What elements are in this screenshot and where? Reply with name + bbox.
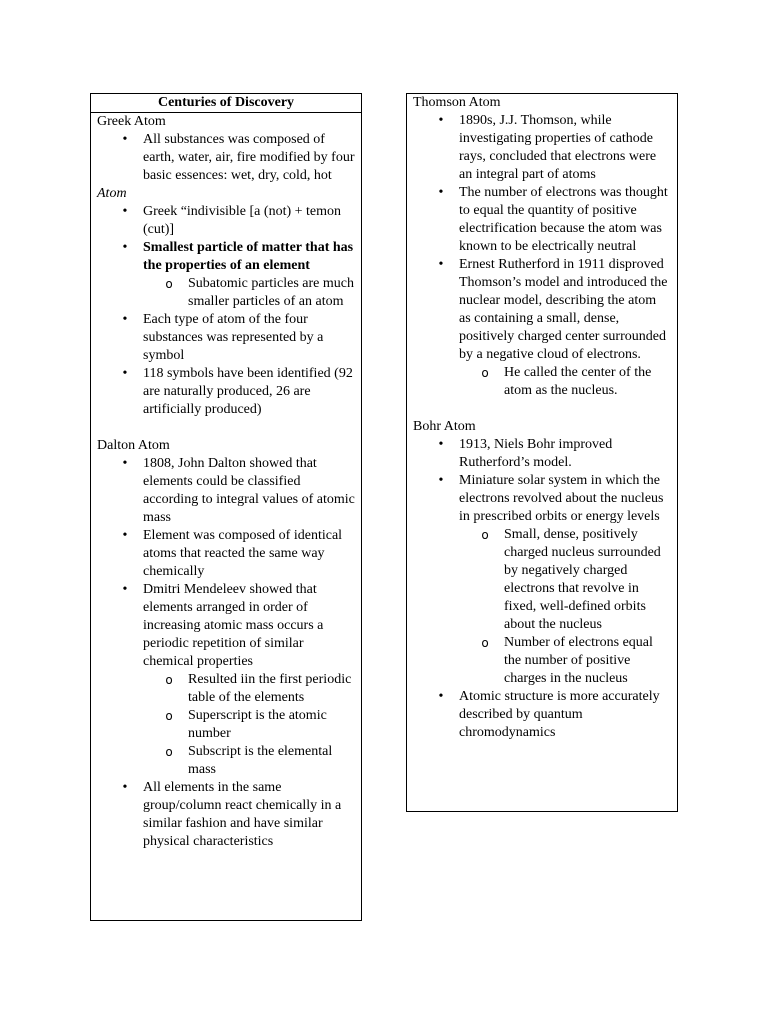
list-item [97, 131, 355, 185]
circle-bullet-icon: o [165, 709, 173, 723]
list-item [97, 203, 355, 239]
atom-list [97, 203, 355, 419]
section-heading-dalton-atom: Dalton Atom [97, 438, 170, 453]
sub-list [459, 364, 671, 400]
list-item-text: Miniature solar system in which the electrons revolved about the nucleus in prescribed orbits or energy levels [459, 473, 664, 524]
section-heading-atom: Atom [97, 186, 127, 201]
sub-list [143, 275, 355, 311]
list-item-text: Dmitri Mendeleev showed that elements arranged in order of increasing atomic mass occurs a periodic repetition of similar chemical properties [143, 582, 324, 669]
circle-bullet-icon: o [165, 673, 173, 687]
circle-bullet-icon: o [481, 366, 489, 380]
list-item [413, 256, 671, 400]
dalton-atom-list [97, 455, 355, 851]
circle-bullet-icon: o [165, 277, 173, 291]
greek-atom-list [97, 131, 355, 185]
list-item [413, 472, 671, 688]
sub-list-item-text: Small, dense, positively charged nucleus surrounded by negatively charged electrons that revolve in fixed, well-defined orbits about the nucleus [504, 527, 661, 632]
bullet-icon: • [122, 582, 128, 597]
column-title: Centuries of Discovery [91, 94, 361, 113]
sub-list-item [459, 364, 671, 400]
sub-list-item [143, 707, 355, 743]
list-item-text: Atomic structure is more accurately described by quantum chromodynamics [459, 689, 660, 740]
bullet-icon: • [122, 366, 128, 381]
spacer [413, 400, 671, 418]
bullet-icon: • [438, 257, 444, 272]
bullet-icon: • [122, 780, 128, 795]
bullet-icon: • [122, 456, 128, 471]
list-item [97, 527, 355, 581]
list-item [97, 581, 355, 779]
thomson-atom-list [413, 112, 671, 400]
bullet-icon: • [438, 185, 444, 200]
bullet-icon: • [122, 132, 128, 147]
list-item-text: All substances was composed of earth, water, air, fire modified by four basic essences: wet, dry, cold, hot [143, 132, 355, 183]
spacer [97, 419, 355, 437]
list-item [97, 239, 355, 311]
bullet-icon: • [122, 204, 128, 219]
list-item-text: All elements in the same group/column react chemically in a similar fashion and have similar physical characteristics [143, 780, 342, 849]
right-column-content [407, 94, 677, 742]
sub-list-item-text: Subatomic particles are much smaller particles of an atom [188, 276, 354, 309]
list-item [97, 455, 355, 527]
list-item [413, 436, 671, 472]
list-item-text: 1913, Niels Bohr improved Rutherford’s model. [459, 437, 613, 470]
bullet-icon: • [438, 113, 444, 128]
left-column-content [91, 113, 361, 851]
list-item-text: Smallest particle of matter that has the properties of an element [143, 240, 354, 273]
section-heading-thomson-atom: Thomson Atom [413, 95, 501, 110]
list-item-text: Each type of atom of the four substances was represented by a symbol [143, 312, 324, 363]
sub-list-item-text: Resulted iin the first periodic table of the elements [188, 672, 352, 705]
sub-list-item-text: Subscript is the elemental mass [188, 744, 333, 777]
circle-bullet-icon: o [481, 528, 489, 542]
bullet-icon: • [438, 437, 444, 452]
list-item-text: Ernest Rutherford in 1911 disproved Thomson’s model and introduced the nuclear model, describing the atom as containing a small, dense, positively charged center surrounded by a negative cloud of electrons. [459, 257, 668, 362]
sub-list [143, 671, 355, 779]
bullet-icon: • [122, 312, 128, 327]
sub-list-item [143, 275, 355, 311]
list-item [97, 779, 355, 851]
sub-list [459, 526, 671, 688]
list-item [413, 688, 671, 742]
section-heading-bohr-atom: Bohr Atom [413, 419, 476, 434]
right-column-box [406, 93, 678, 812]
list-item-text: The number of electrons was thought to equal the quantity of positive electrification because the atom was known to be electrically neutral [459, 185, 668, 254]
sub-list-item [143, 671, 355, 707]
sub-list-item [143, 743, 355, 779]
sub-list-item-text: Number of electrons equal the number of positive charges in the nucleus [504, 635, 653, 686]
left-column-box [90, 93, 362, 921]
circle-bullet-icon: o [165, 745, 173, 759]
section-heading-greek-atom: Greek Atom [97, 114, 166, 129]
sub-list-item [459, 634, 671, 688]
list-item [97, 365, 355, 419]
list-item-text: 118 symbols have been identified (92 are naturally produced, 26 are artificially produced) [143, 366, 353, 417]
bullet-icon: • [438, 689, 444, 704]
list-item-text: 1890s, J.J. Thomson, while investigating properties of cathode rays, concluded that electrons were an integral part of atoms [459, 113, 657, 182]
sub-list-item-text: Superscript is the atomic number [188, 708, 327, 741]
bullet-icon: • [438, 473, 444, 488]
list-item [413, 112, 671, 184]
sub-list-item-text: He called the center of the atom as the nucleus. [504, 365, 652, 398]
bullet-icon: • [122, 528, 128, 543]
list-item-text: 1808, John Dalton showed that elements could be classified according to integral values of atomic mass [143, 456, 355, 525]
list-item [97, 311, 355, 365]
bullet-icon: • [122, 240, 128, 255]
sub-list-item [459, 526, 671, 634]
bohr-atom-list [413, 436, 671, 742]
list-item-text: Element was composed of identical atoms that reacted the same way chemically [143, 528, 343, 579]
list-item [413, 184, 671, 256]
list-item-text: Greek “indivisible [a (not) + temon (cut)] [143, 204, 342, 237]
circle-bullet-icon: o [481, 636, 489, 650]
